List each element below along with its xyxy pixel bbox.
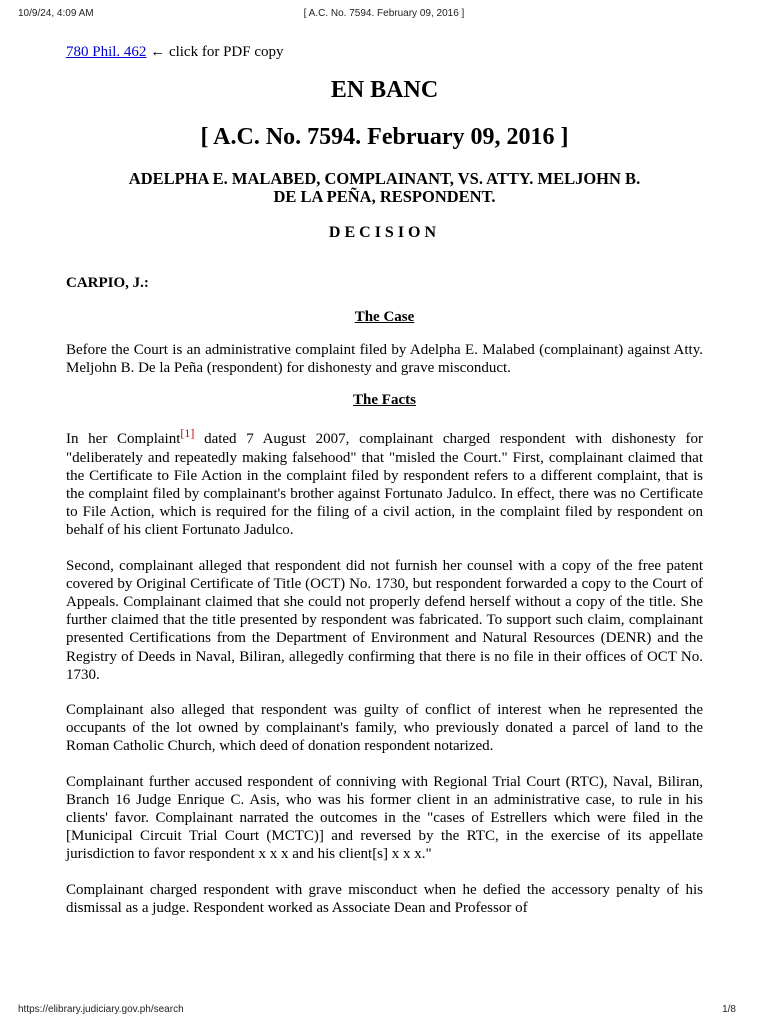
footnote-link-1[interactable]: [1]: [180, 426, 195, 441]
document-body: [66, 42, 703, 917]
paragraph-facts-3: Complainant also alleged that respondent was guilty of conflict of interest when he represented the occupants of the lot owned by complainant's family, who previously donated a parcel of land to the Roman Catholic Church, which deed of donation respondent notarized.: [66, 702, 703, 755]
decision-heading: DECISION: [328, 224, 441, 241]
para1-lead: In her Complaint: [66, 431, 181, 448]
paragraph-facts-2: Second, complainant alleged that respondent did not furnish her counsel with a copy of the free patent covered by Original Certificate of Title (OCT) No. 1730, but respondent forwarded a copy to the Court of Appeals. Complainant claimed that she could not properly defend herself without a copy of the title. She further claimed that the title presented by respondent was fabricated. To support such claim, complainant presented Certifications from the Department of Environment and Natural Resources (DENR) and the Registry of Deeds in Naval, Biliran, allegedly confirming that there is no file in their offices of OCT No. 1730.: [66, 557, 703, 683]
paragraph-case: Before the Court is an administrative complaint filed by Adelpha E. Malabed (complainant) against Atty. Meljohn B. De la Peña (respondent) for dishonesty and grave misconduct.: [66, 342, 703, 377]
ponente: CARPIO, J.:: [66, 275, 149, 291]
section-heading-facts: The Facts: [353, 392, 416, 409]
paragraph-facts-1: [66, 424, 703, 539]
pdf-copy-hint: ← click for PDF copy: [146, 44, 284, 60]
court-division: EN BANC: [330, 77, 439, 103]
print-title: [ A.C. No. 7594. February 09, 2016 ]: [303, 8, 465, 19]
case-parties: [66, 170, 703, 206]
print-footer: [18, 1004, 750, 1018]
case-number: [ A.C. No. 7594. February 09, 2016 ]: [200, 124, 569, 150]
print-header: [18, 8, 750, 22]
page-number: 1/8: [722, 1004, 736, 1015]
para1-rest: dated 7 August 2007, complainant charged respondent with dishonesty for "deliberately and repeatedly making falsehood" that "misled the Court." First, complainant claimed that the Certificate to File Action in the complaint filed by respondent refers to a different complaint, that is the complaint filed by complainant's brother against Fortunato Jadulco. In effect, there was no Certificate to File Action, which is required for the filing of a civil action, in the complaint filed by respondent on behalf of his client Fortunato Jadulco.: [66, 431, 703, 539]
parties-line-2: DE LA PEÑA, RESPONDENT.: [273, 187, 496, 206]
section-heading-case: The Case: [354, 309, 415, 325]
print-datetime: 10/9/24, 4:09 AM: [18, 8, 94, 19]
paragraph-facts-5: Complainant charged respondent with grave misconduct when he defied the accessory penalty of his dismissal as a judge. Respondent worked as Associate Dean and Professor of: [66, 881, 703, 916]
pdf-copy-link[interactable]: 780 Phil. 462: [66, 44, 147, 60]
print-url: https://elibrary.judiciary.gov.ph/search: [18, 1004, 184, 1015]
pdf-copy-line: [66, 42, 703, 62]
paragraph-facts-4: Complainant further accused respondent of conniving with Regional Trial Court (RTC), Naval, Biliran, Branch 16 Judge Enrique C. Asis, who was his former client in an administrative case, to rule in his clients' favor. Complainant narrated the outcomes in the "cases of Estrellers which were filed in the [Municipal Circuit Trial Court (MCTC)] and reversed by the RTC, in the exercise of its appellate jurisdiction to favor respondent x x x and his client[s] x x x.": [66, 773, 703, 863]
parties-line-1: ADELPHA E. MALABED, COMPLAINANT, VS. ATTY. MELJOHN B.: [128, 169, 641, 188]
